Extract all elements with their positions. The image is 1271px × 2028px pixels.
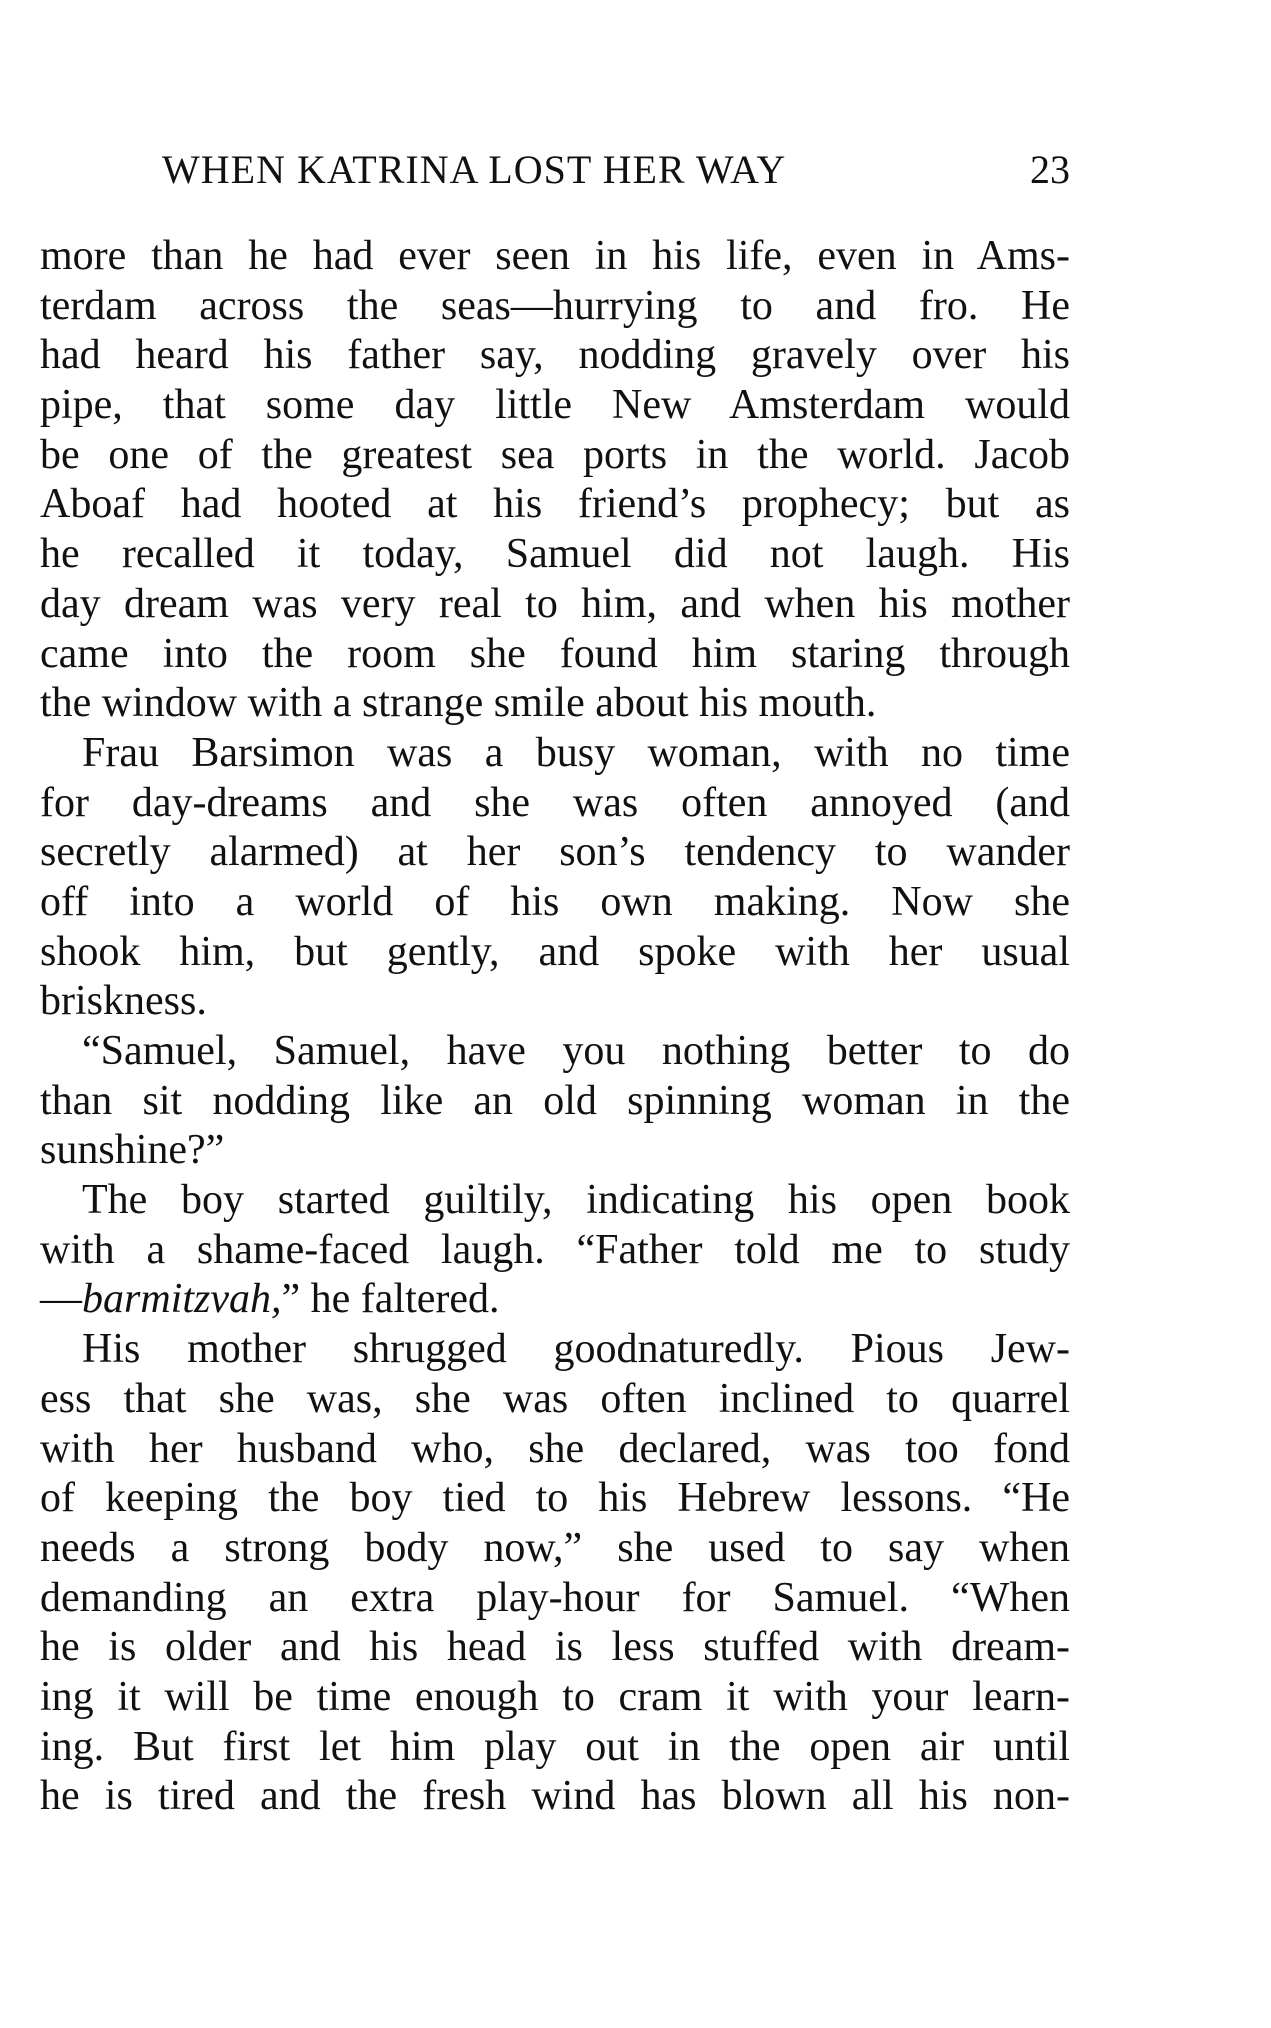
text-line: ing. But first let him play out in the open air until	[40, 1723, 1070, 1770]
running-head	[40, 140, 1070, 200]
text-line: came into the room she found him staring through	[40, 630, 1070, 677]
text-line: sunshine?”	[40, 1127, 225, 1174]
text-line: had heard his father say, nodding gravely over his	[40, 332, 1070, 379]
text-line: briskness.	[40, 978, 207, 1025]
em-dash: —	[40, 1276, 82, 1323]
text-line: be one of the greatest sea ports in the world. Jacob	[40, 431, 1070, 478]
text-line: he recalled it today, Samuel did not laugh. His	[40, 531, 1070, 578]
text-line: of keeping the boy tied to his Hebrew lessons. “He	[40, 1475, 1070, 1522]
running-title: WHEN KATRINA LOST HER WAY	[162, 147, 787, 192]
paragraph-start-line: Frau Barsimon was a busy woman, with no time	[82, 729, 1070, 776]
text-line: terdam across the seas—hurrying to and fro. He	[40, 282, 1070, 329]
paragraph-start-line: “Samuel, Samuel, have you nothing better to do	[82, 1028, 1070, 1074]
text-line: for day-dreams and she was often annoyed (and	[40, 779, 1070, 826]
text-line: ing it will be time enough to cram it with your learn-	[40, 1673, 1070, 1720]
page-number: 23	[1030, 147, 1070, 192]
text-line: more than he had ever seen in his life, even in Ams-	[40, 233, 1070, 279]
text-line: with a shame-faced laugh. “Father told me to study	[40, 1226, 1070, 1273]
body-text	[40, 232, 1070, 1822]
text-line	[40, 1275, 1070, 1325]
text-line: pipe, that some day little New Amsterdam would	[40, 382, 1070, 429]
text-line: needs a strong body now,” she used to say when	[40, 1524, 1070, 1571]
line-suffix: ” he faltered.	[281, 1276, 500, 1323]
text-line: than sit nodding like an old spinning woman in the	[40, 1077, 1070, 1124]
text-line: shook him, but gently, and spoke with her usual	[40, 928, 1070, 975]
text-line: Aboaf had hooted at his friend’s prophecy; but as	[40, 481, 1070, 528]
text-line: demanding an extra play-hour for Samuel. “When	[40, 1574, 1070, 1621]
text-line: he is older and his head is less stuffed with dream-	[40, 1624, 1070, 1671]
text-line: with her husband who, she declared, was too fond	[40, 1425, 1070, 1472]
paragraph-start-line: The boy started guiltily, indicating his open book	[82, 1177, 1070, 1224]
text-line: he is tired and the fresh wind has blown all his non-	[40, 1773, 1070, 1820]
text-line: secretly alarmed) at her son’s tendency to wander	[40, 829, 1070, 876]
paragraph-start-line: His mother shrugged goodnaturedly. Pious Jew-	[82, 1326, 1070, 1373]
italic-term: barmitzvah,	[82, 1276, 282, 1323]
text-line: the window with a strange smile about his mouth.	[40, 680, 877, 727]
text-line: off into a world of his own making. Now she	[40, 878, 1070, 925]
text-line: day dream was very real to him, and when his mother	[40, 580, 1070, 627]
text-line: ess that she was, she was often inclined to quarrel	[40, 1375, 1070, 1422]
